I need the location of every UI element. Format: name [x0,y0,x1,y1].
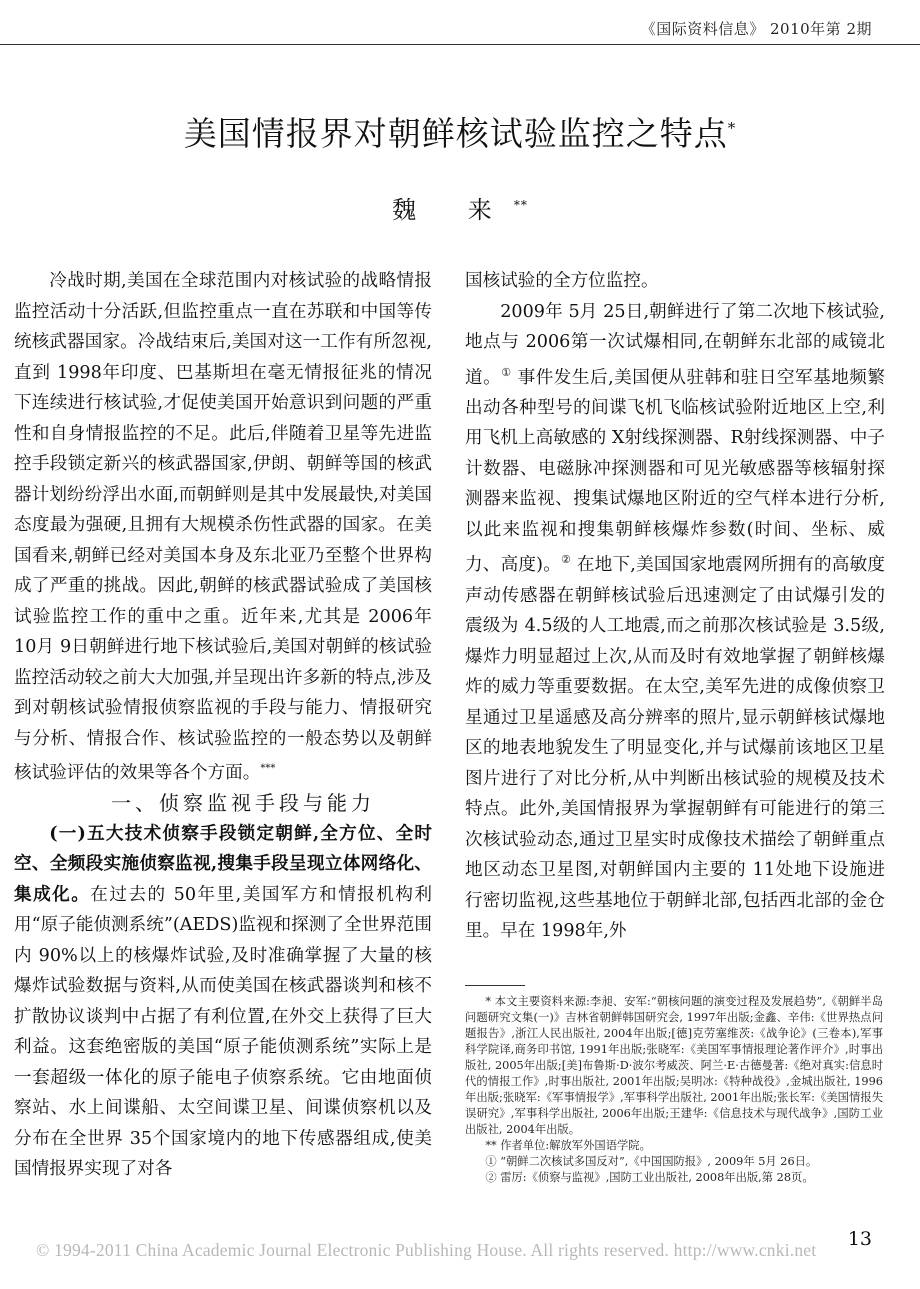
subsection-text: 在过去的 50年里,美国军方和情报机构利用“原子能侦测系统”(AEDS)监视和探测了全世界范围内 90%以上的核爆炸试验,及时准确掌握了大量的核爆炸试验数据与资料,从而使美国在核武器谈判和核不扩散协议谈判中占据了有利位置,在外交上获得了巨大利益。这套绝密版的美国“原子能侦测系统”实际上是一套超级一体化的原子能电子侦察系统。它由地面侦察站、水上间谍船、太空间谍卫星、间谍侦察机以及分布在全世界 35个国家境内的地下传感器组成,使美国情报界实现了对各 [14,884,432,1180]
intro-text: 冷战时期,美国在全球范围内对核试验的战略情报监控活动十分活跃,但监控重点一直在苏联和中国等传统核武器国家。冷战结束后,美国对这一工作有所忽视,直到 1998年印度、巴基斯坦在毫无情报征兆的情况下连续进行核试验,才促使美国开始意识到问题的严重性和自身情报监控的不足。此后,伴随着卫星等先进监控手段锁定新兴的核武器国家,伊朗、朝鲜等国的核武器计划纷纷浮出水面,而朝鲜则是其中发展最快,对美国态度最为强硬,且拥有大规模杀伤性武器的国家。在美国看来,朝鲜已经对美国本身及东北亚乃至整个世界构成了严重的挑战。因此,朝鲜的核武器试验成了美国核试验监控工作的重中之重。近年来,尤其是 2006年 10月 9日朝鲜进行地下核试验后,美国对朝鲜的核试验监控活动较之前大大加强,并呈现出许多新的特点,涉及到对朝核试验情报侦察监视的手段与能力、情报研究与分析、情报合作、核试验监控的一般态势以及朝鲜核试验评估的效果等各个方面。 [14,271,432,783]
intro-footnote-mark: *** [260,763,276,774]
footnote-2: ② 雷厉:《侦察与监视》,国防工业出版社, 2008年出版,第 28页。 [485,1171,814,1184]
footnote-ref-1: ① [501,365,512,379]
title-footnote-mark: * [727,119,737,137]
author-name [0,190,920,225]
article-title [0,108,920,155]
left-column [14,266,432,1185]
section-heading: 一、侦察监视手段与能力 [111,791,375,816]
subsection-heading: (一)五大技术侦察手段锁定朝鲜,全方位、全时空、全频段实施侦察监视,搜集手段呈现立体网络化、集成化。 [14,822,432,905]
author-footnote-mark: ** [513,198,528,212]
footnote-author-affiliation: ** 作者单位:解放军外国语学院。 [485,1139,651,1152]
copyright-watermark: © 1994-2011 China Academic Journal Electronic Publishing House. All rights reserved. http://www.cnki.net [36,1240,817,1260]
footnote-sources: * 本文主要资料来源:李昶、安军:“朝核问题的演变过程及发展趋势”,《朝鲜半岛问题研究文集(一)》吉林省朝鲜韩国研究会, 1997年出版;金鑫、辛伟:《世界热点问题报告》,浙江人民出版社, 2004年出版;[德]克劳塞维茨:《战争论》(三卷本),军事科学院译,商务印书馆, 1991年出版;张晓军:《美国军事情报理论著作评介》,时事出版社, 2005年出版;[美]布鲁斯·D·波尔考威茨、阿兰·E·古德曼著:《绝对真实:信息时代的情报工作》,时事出版社, 2001年出版;吴明冰:《特种战役》,金城出版社, 1996年出版;张晓军:《军事情报学》,军事科学出版社, 2001年出版;张长军:《美国情报失误研究》,军事科学出版社, 2006年出版;王建华:《信息技术与现代战争》,国防工业出版社, 2004年出版。 [465,995,883,1136]
right-column [465,266,885,947]
nuclear-test-paragraph [465,297,885,947]
paragraph-text-b: 事件发生后,美国便从驻韩和驻日空军基地频繁出动各种型号的间谍飞机飞临核试验附近地区上空,利用飞机上高敏感的 X射线探测器、R射线探测器、中子计数器、电磁脉冲探测器和可见光敏感器等核辐射探测器来监视、搜集试爆地区附近的空气样本进行分析,以此来监视和搜集朝鲜核爆炸参数(时间、坐标、威力、高度)。 [465,367,885,576]
footnote-1: ① “朝鲜二次核试多国反对”,《中国国防报》, 2009年 5月 26日。 [485,1155,818,1168]
footnote-ref-2: ② [561,553,572,567]
footnote-rule [465,985,525,986]
intro-paragraph [14,266,432,788]
page-number: 13 [847,1228,872,1250]
paragraph-text-a: 2009年 5月 25日,朝鲜进行了第二次地下核试验,地点与 2006第一次试爆相同,在朝鲜东北部的咸镜北道。 [465,301,885,388]
header-rule [0,44,920,45]
continued-paragraph: 国核试验的全方位监控。 [465,271,659,291]
author-text: 魏 来 [392,196,514,224]
running-header: 《国际资料信息》 2010年第 2期 [640,20,872,38]
title-text: 美国情报界对朝鲜核试验监控之特点 [183,114,728,153]
footnotes [465,994,883,1186]
subsection-paragraph [14,819,432,1185]
paragraph-text-c: 在地下,美国国家地震网所拥有的高敏度声动传感器在朝鲜核试验后迅速测定了由试爆引发的震级为 4.5级的人工地震,而之前那次核试验是 3.5级,爆炸力明显超过上次,从而及时有效地掌握了朝鲜核爆炸的威力等重要数据。在太空,美军先进的成像侦察卫星通过卫星遥感及高分辨率的照片,显示朝鲜核试爆地区的地表地貌发生了明显变化,并与试爆前该地区卫星图片进行了对比分析,从中判断出核试验的规模及技术特点。此外,美国情报界为掌握朝鲜有可能进行的第三次核试验动态,通过卫星实时成像技术描绘了朝鲜重点地区动态卫星图,对朝鲜国内主要的 11处地下设施进行密切监视,这些基地位于朝鲜北部,包括西北部的金仓里。早在 1998年,外 [465,555,885,942]
